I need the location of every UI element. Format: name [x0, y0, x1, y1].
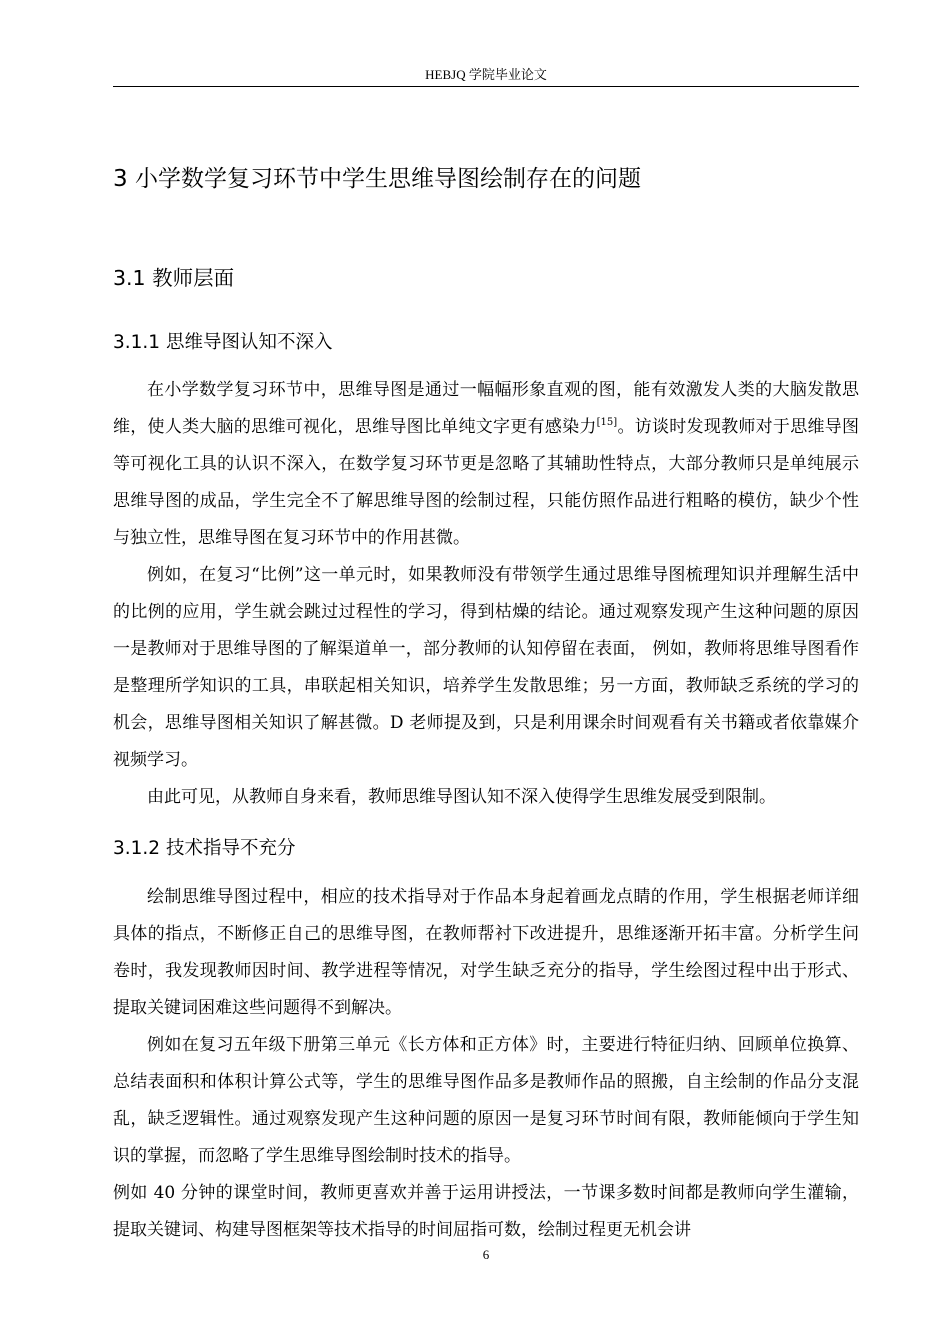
paragraph: 例如，在复习“比例”这一单元时，如果教师没有带领学生通过思维导图梳理知识并理解生活中的比例的应用，学生就会跳过过程性的学习，得到枯燥的结论。通过观察发现产生这种问题的原因一是教师对于思维导图的了解渠道单一，部分教师的认知停留在表面， 例如，教师将思维导图看作是整理所学知识的工具，串联起相关知识，培养学生发散思维；另一方面，教师缺乏系统的学习的机会，思维导图相关知识了解甚微。D 老师提及到，只是利用课余时间观看有关书籍或者依靠媒介视频学习。: [113, 565, 859, 770]
paragraph: 由此可见，从教师自身来看，教师思维导图认知不深入使得学生思维发展受到限制。: [147, 787, 776, 807]
header-rule: [113, 86, 859, 87]
section-title: 3.1 教师层面: [113, 266, 235, 290]
paragraph: 例如在复习五年级下册第三单元《长方体和正方体》时，主要进行特征归纳、回顾单位换算、总结表面积和体积计算公式等，学生的思维导图作品多是教师作品的照搬，自主绘制的作品分支混乱，缺乏逻辑性。通过观察发现产生这种问题的原因一是复习环节时间有限，教师能倾向于学生知识的掌握，而忽略了学生思维导图绘制时技术的指导。: [113, 1035, 859, 1166]
paragraph-text: 在小学数学复习环节中，思维导图是通过一幅幅形象直观的图，能有效激发人类的大脑发散思维，使人类大脑的思维可视化，思维导图比单纯文字更有感染力: [113, 380, 859, 437]
subsection-title-3-1-1: 3.1.1 思维导图认知不深入: [113, 332, 333, 353]
running-header: HEBJQ 学院毕业论文: [425, 67, 547, 82]
paragraph: [113, 372, 859, 557]
subsection-title-3-1-2: 3.1.2 技术指导不充分: [113, 838, 296, 859]
chapter-title: 3 小学数学复习环节中学生思维导图绘制存在的问题: [113, 166, 641, 192]
citation: [15]: [596, 417, 618, 428]
paragraph-text: 。访谈时发现教师对于思维导图等可视化工具的认识不深入，在数学复习环节更是忽略了其辅助性特点，大部分教师只是单纯展示思维导图的成品，学生完全不了解思维导图的绘制过程，只能仿照作品进行粗略的模仿，缺少个性与独立性，思维导图在复习环节中的作用甚微。: [113, 417, 860, 548]
page-number: 6: [482, 1247, 490, 1262]
paragraph: 例如 40 分钟的课堂时间，教师更喜欢并善于运用讲授法，一节课多数时间都是教师向学生灌输，提取关键词、构建导图框架等技术指导的时间屈指可数，绘制过程更无机会讲: [113, 1183, 859, 1240]
paragraph: 绘制思维导图过程中，相应的技术指导对于作品本身起着画龙点睛的作用，学生根据老师详细具体的指点，不断修正自己的思维导图，在教师帮衬下改进提升，思维逐渐开拓丰富。分析学生问卷时，我发现教师因时间、教学进程等情况，对学生缺乏充分的指导，学生绘图过程中出于形式、提取关键词困难这些问题得不到解决。: [113, 887, 859, 1018]
